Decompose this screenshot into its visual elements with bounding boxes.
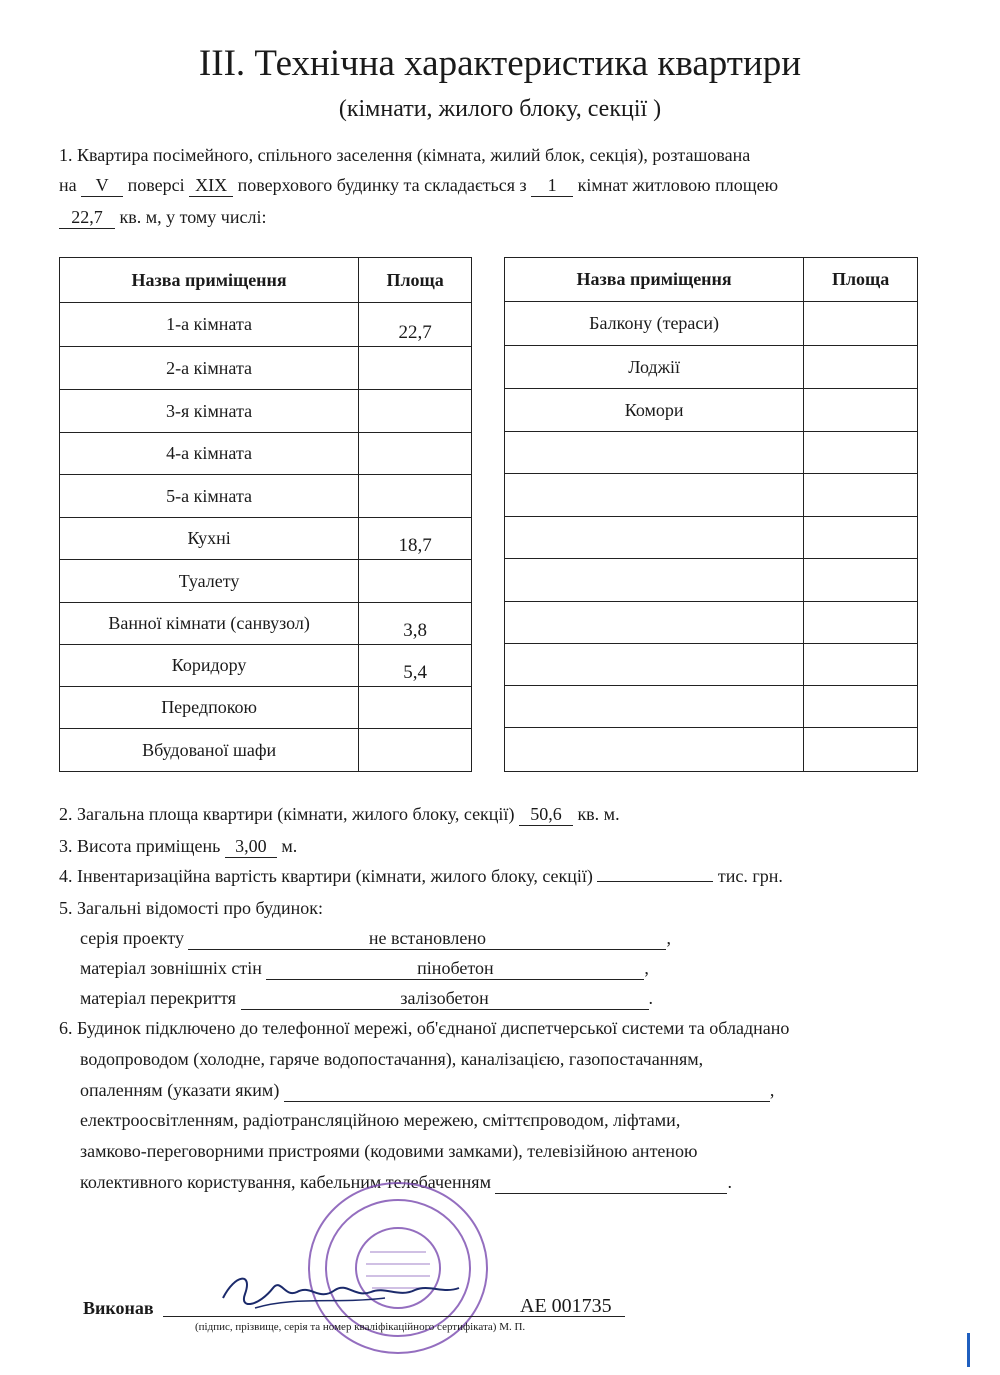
signature-caption: (підпис, прізвище, серія та номер кваліфікаційного сертифіката) М. П.	[195, 1321, 526, 1333]
table-row	[505, 302, 918, 346]
room-area	[359, 390, 472, 433]
room-name: Кухні	[60, 518, 359, 560]
p1-line1: 1. Квартира посімейного, спільного заселення (кімната, жилий блок, секція), розташована	[59, 145, 751, 165]
table-row	[505, 559, 918, 602]
table-row	[60, 645, 472, 687]
room-area	[804, 602, 918, 644]
room-area: 3,8	[359, 603, 472, 645]
room-area: 18,7	[359, 518, 472, 560]
height-unit: м.	[281, 836, 298, 856]
table-row	[505, 644, 918, 686]
series-label: серія проекту	[80, 928, 184, 948]
table-row	[60, 390, 472, 433]
total-area-label: 2. Загальна площа квартири (кімнати, жилого блоку, секції)	[59, 804, 515, 824]
header-room-name: Назва приміщення	[60, 258, 359, 303]
room-area	[359, 433, 472, 475]
living-area-value: 22,7	[59, 208, 115, 229]
walls-value: пінобетон	[266, 959, 644, 980]
room-area	[804, 644, 918, 686]
rooms-table	[59, 257, 472, 772]
floors-label: матеріал перекриття	[80, 988, 237, 1008]
signature-icon	[215, 1268, 465, 1318]
room-area	[359, 347, 472, 390]
room-name: Передпокою	[60, 687, 359, 729]
room-name	[505, 517, 804, 559]
height-label: 3. Висота приміщень	[59, 836, 221, 856]
table-row	[60, 303, 472, 347]
room-name: Балкону (тераси)	[505, 302, 804, 346]
header-area: Площа	[359, 258, 472, 303]
header-area: Площа	[804, 258, 918, 302]
certificate-number: АЕ 001735	[520, 1295, 612, 1317]
room-area: 22,7	[359, 303, 472, 347]
room-area	[804, 728, 918, 772]
p1-mid: поверхового будинку та складається з	[237, 175, 527, 195]
floors-value: залізобетон	[241, 989, 649, 1010]
heating-label: опаленням (указати яким)	[80, 1080, 280, 1100]
table-row	[505, 728, 918, 772]
table-row	[505, 686, 918, 728]
p2-line	[59, 804, 620, 826]
table-row	[505, 517, 918, 559]
page-title: III. Технічна характеристика квартири	[198, 43, 802, 84]
room-name: Комори	[505, 389, 804, 432]
total-area-unit: кв. м.	[577, 804, 620, 824]
room-area	[804, 517, 918, 559]
room-name	[505, 559, 804, 602]
p5-heading: 5. Загальні відомості про будинок:	[59, 898, 324, 918]
table-row	[505, 389, 918, 432]
table-row	[505, 346, 918, 389]
room-name	[505, 686, 804, 728]
table-header-row	[60, 258, 472, 303]
room-area	[804, 389, 918, 432]
p6-line3: опаленням (указати яким) ,	[80, 1080, 775, 1100]
floors-line: матеріал перекриття залізобетон .	[80, 988, 654, 1008]
inventory-value-unit: тис. грн.	[717, 866, 783, 886]
page-subtitle: (кімнати, жилого блоку, секції )	[338, 96, 662, 122]
cable-tv-value	[495, 1173, 727, 1194]
p1-na: на	[59, 175, 77, 195]
room-area	[359, 560, 472, 603]
room-area	[804, 346, 918, 389]
table-row	[60, 729, 472, 772]
room-area	[359, 729, 472, 772]
table-row	[505, 432, 918, 474]
room-name: Лоджії	[505, 346, 804, 389]
p6-line5: замково-переговорними пристроями (кодовими замками), телевізійною антеною	[80, 1141, 698, 1161]
p1-tail: кімнат житловою площею	[577, 175, 779, 195]
table-row	[60, 475, 472, 518]
cable-tv-label: колективного користування, кабельним телебаченням	[80, 1172, 491, 1192]
executor-label: Виконав	[83, 1298, 154, 1318]
room-name: 2-а кімната	[60, 347, 359, 390]
series-line: серія проекту не встановлено ,	[80, 928, 671, 948]
room-name: 4-а кімната	[60, 433, 359, 475]
room-name: 3-я кімната	[60, 390, 359, 433]
room-name: Туалету	[60, 560, 359, 603]
table-row	[60, 347, 472, 390]
p1-line3	[59, 207, 266, 229]
p6-line2: водопроводом (холодне, гаряче водопостачання), каналізацією, газопостачанням,	[80, 1049, 704, 1069]
room-name	[505, 474, 804, 517]
room-name: 1-а кімната	[60, 303, 359, 347]
header-room-name: Назва приміщення	[505, 258, 804, 302]
room-name	[505, 728, 804, 772]
floors-total-value: XIX	[189, 176, 233, 197]
room-name	[505, 644, 804, 686]
room-area	[804, 302, 918, 346]
table-row	[505, 602, 918, 644]
room-name: Вбудованої шафи	[60, 729, 359, 772]
room-area	[359, 687, 472, 729]
table-row	[60, 518, 472, 560]
p1-poversi: поверсі	[127, 175, 185, 195]
heating-value	[284, 1081, 770, 1102]
table-row	[60, 603, 472, 645]
p4-line	[59, 866, 783, 887]
inventory-value-label: 4. Інвентаризаційна вартість квартири (кімнати, жилого блоку, секції)	[59, 866, 593, 886]
room-name: Ванної кімнати (санвузол)	[60, 603, 359, 645]
auxiliary-rooms-table	[504, 257, 918, 772]
room-area	[804, 474, 918, 517]
walls-label: матеріал зовнішніх стін	[80, 958, 262, 978]
p1-line2	[59, 175, 778, 197]
p3-line	[59, 836, 297, 858]
room-area: 5,4	[359, 645, 472, 687]
table-header-row	[505, 258, 918, 302]
walls-line: матеріал зовнішніх стін пінобетон ,	[80, 958, 649, 978]
p6-line1: 6. Будинок підключено до телефонної мережі, об'єднаної диспетчерської системи та обладнано	[59, 1018, 790, 1038]
table-row	[60, 687, 472, 729]
scan-edge-mark	[967, 1333, 970, 1367]
table-row	[505, 474, 918, 517]
room-name	[505, 432, 804, 474]
room-area	[804, 559, 918, 602]
total-area-value: 50,6	[519, 805, 573, 826]
p1-unit: кв. м, у тому числі:	[119, 207, 267, 227]
p6-line4: електроосвітленням, радіотрансляційною мережею, сміттєпроводом, ліфтами,	[80, 1110, 681, 1130]
room-area	[804, 686, 918, 728]
p6-line6: колективного користування, кабельним телебаченням .	[80, 1172, 732, 1192]
room-name: 5-а кімната	[60, 475, 359, 518]
inventory-value	[597, 881, 713, 882]
room-area	[804, 432, 918, 474]
room-area	[359, 475, 472, 518]
height-value: 3,00	[225, 837, 277, 858]
room-name: Коридору	[60, 645, 359, 687]
rooms-value: 1	[531, 176, 573, 197]
series-value: не встановлено	[188, 929, 666, 950]
floor-value: V	[81, 176, 123, 197]
table-row	[60, 560, 472, 603]
table-row	[60, 433, 472, 475]
room-name	[505, 602, 804, 644]
